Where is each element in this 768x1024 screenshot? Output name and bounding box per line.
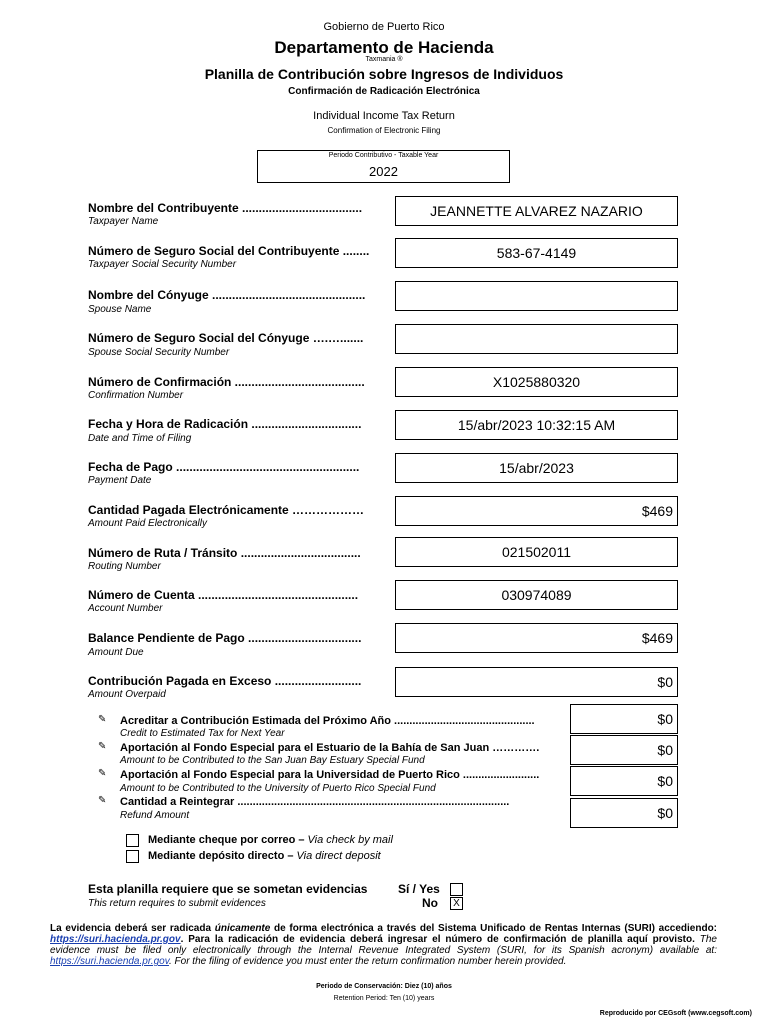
field-label-es: Nombre del Cónyuge .............................................. [88,288,366,302]
evidence-yes-label: Sí / Yes [398,882,440,896]
check-by-mail-label-es: Mediante cheque por correo – [148,834,305,846]
evidence-no-label: No [422,896,438,910]
field-label-en: Taxpayer Name [88,216,159,227]
spouse-name-box [395,281,678,311]
retention-period-es: Periodo de Conservación: Diez (10) años [316,983,452,990]
amount-overpaid-box [395,667,678,697]
direct-deposit-label-en: Via direct deposit [296,850,381,862]
reproduced-by: Reproducido por CEGsoft (www.cegsoft.com) [599,1010,752,1017]
routing-number-value: 021502011 [501,544,572,560]
confirmation-title-es: Confirmación de Radicación Electrónica [288,86,480,97]
taxpayer-name-value: JEANNETTE ALVAREZ NAZARIO [430,203,643,219]
field-label-en: Date and Time of Filing [88,433,192,444]
confirmation-number-box [395,367,678,397]
taxpayer-name-box [395,196,678,226]
field-label-en: Amount Overpaid [88,689,166,700]
sub-item-label-en: Credit to Estimated Tax for Next Year [120,728,285,739]
field-label-en: Routing Number [88,561,161,572]
refund-amount-box [570,798,678,828]
upr-fund-box [570,766,678,796]
suri-link-en-text: https://suri.hacienda.pr.gov [50,956,169,967]
sub-item-label-en: Refund Amount [120,810,190,821]
pencil-icon: ✎ [98,768,107,779]
confirmation-number-value: X1025880320 [492,374,581,390]
refund-amount-value: $0 [657,805,673,821]
routing-number-box [395,537,678,567]
estimated-tax-credit-box [570,704,678,734]
payment-date-box [395,453,678,483]
suri-link-text: https://suri.hacienda.pr.gov [50,934,181,945]
taxable-year-value: 2022 [369,164,398,179]
notice-emphasis: únicamente [214,923,271,934]
field-label-en: Amount Paid Electronically [88,518,207,529]
form-title: Planilla de Contribución sobre Ingresos de Individuos [204,66,564,82]
evidence-notice [50,923,717,967]
amount-due-box [395,623,678,653]
notice-en1: The evidence must be filed only electronically through the Internal Revenue Integrated System (SURI, for its Spanish acronym) available at: [50,934,717,956]
government-name: Gobierno de Puerto Rico [323,21,445,33]
filing-datetime-box [395,410,678,440]
field-label-en: Taxpayer Social Security Number [88,259,237,270]
upr-fund-value: $0 [657,773,673,789]
field-label-es: Número de Seguro Social del Contribuyente ........ [88,244,370,258]
field-label-en: Spouse Name [88,304,152,315]
direct-deposit-checkbox[interactable] [126,850,139,863]
check-by-mail-label-en: Via check by mail [307,834,393,846]
retention-period-en: Retention Period: Ten (10) years [333,995,435,1002]
notice-en2: . For the filing of evidence you must enter the return confirmation number herein provided. [168,956,567,967]
check-by-mail-label [148,834,393,846]
check-by-mail-checkbox[interactable] [126,834,139,847]
field-label-es: Número de Confirmación ....................................... [88,375,365,389]
field-label-es: Cantidad Pagada Electrónicamente ……………… [88,503,365,517]
estuary-fund-box [570,735,678,765]
evidence-question-es: Esta planilla requiere que se sometan evidencias [88,882,368,896]
sub-item-label-es: Acreditar a Contribución Estimada del Próximo Año .............................................. [120,715,535,727]
field-label-es: Fecha y Hora de Radicación ................................. [88,417,362,431]
taxable-year-box [257,150,510,183]
amount-overpaid-value: $0 [657,674,673,690]
evidence-question-en: This return requires to submit evidences [88,898,266,909]
spouse-ssn-box [395,324,678,354]
form-title-en: Individual Income Tax Return [313,110,455,122]
department-title: Departamento de Hacienda [274,38,494,57]
account-number-value: 030974089 [501,587,572,603]
suri-link-en[interactable] [50,956,169,967]
field-label-es: Fecha de Pago ....................................................... [88,460,360,474]
notice-part3: . Para la radicación de evidencia deberá ingresar el número de confirmación de planilla aquí provisto. [180,934,695,945]
account-number-box [395,580,678,610]
sub-item-label-en: Amount to be Contributed to the San Juan Bay Estuary Special Fund [120,755,425,766]
field-label-en: Amount Due [88,647,144,658]
suri-link[interactable] [50,934,181,945]
field-label-en: Spouse Social Security Number [88,347,230,358]
direct-deposit-label-es: Mediante depósito directo – [148,850,294,862]
payment-date-value: 15/abr/2023 [499,460,574,476]
pencil-icon: ✎ [98,714,107,725]
direct-deposit-label [148,850,381,862]
taxable-year-label: Periodo Contributivo - Taxable Year [328,152,439,159]
pencil-icon: ✎ [98,795,107,806]
field-label-es: Nombre del Contribuyente .................................... [88,201,363,215]
amount-paid-value: $469 [641,503,673,519]
pencil-icon: ✎ [98,741,107,752]
field-label-es: Número de Ruta / Tránsito .................................... [88,546,361,560]
field-label-es: Contribución Pagada en Exceso .......................... [88,674,362,688]
filing-datetime-value: 15/abr/2023 10:32:15 AM [457,417,616,433]
taxmania-mark: Taxmania ® [365,56,403,63]
notice-part1: La evidencia deberá ser radicada [50,923,212,934]
estimated-tax-credit-value: $0 [657,711,673,727]
evidence-no-checkbox[interactable]: X [450,897,463,910]
field-label-es: Número de Cuenta ................................................ [88,588,359,602]
confirmation-title-en: Confirmation of Electronic Filing [327,126,441,135]
sub-item-label-es: Aportación al Fondo Especial para la Universidad de Puerto Rico ......................... [120,769,540,781]
field-label-es: Balance Pendiente de Pago .................................. [88,631,362,645]
field-label-en: Payment Date [88,475,152,486]
evidence-yes-checkbox[interactable] [450,883,463,896]
amount-due-value: $469 [641,630,673,646]
field-label-en: Account Number [88,603,163,614]
sub-item-label-en: Amount to be Contributed to the University of Puerto Rico Special Fund [120,783,436,794]
taxpayer-ssn-value: 583-67-4149 [496,245,577,261]
field-label-es: Número de Seguro Social del Cónyuge ….…....... [88,331,364,345]
sub-item-label-es: Cantidad a Reintegrar ......................................................................................... [120,796,510,808]
field-label-en: Confirmation Number [88,390,184,401]
amount-paid-box [395,496,678,526]
notice-part2: de forma electrónica a través del Sistema Unificado de Rentas Internas (SURI) accediendo: [274,923,718,934]
sub-item-label-es: Aportación al Fondo Especial para el Estuario de la Bahía de San Juan …………. [120,742,540,754]
taxpayer-ssn-box [395,238,678,268]
estuary-fund-value: $0 [657,742,673,758]
